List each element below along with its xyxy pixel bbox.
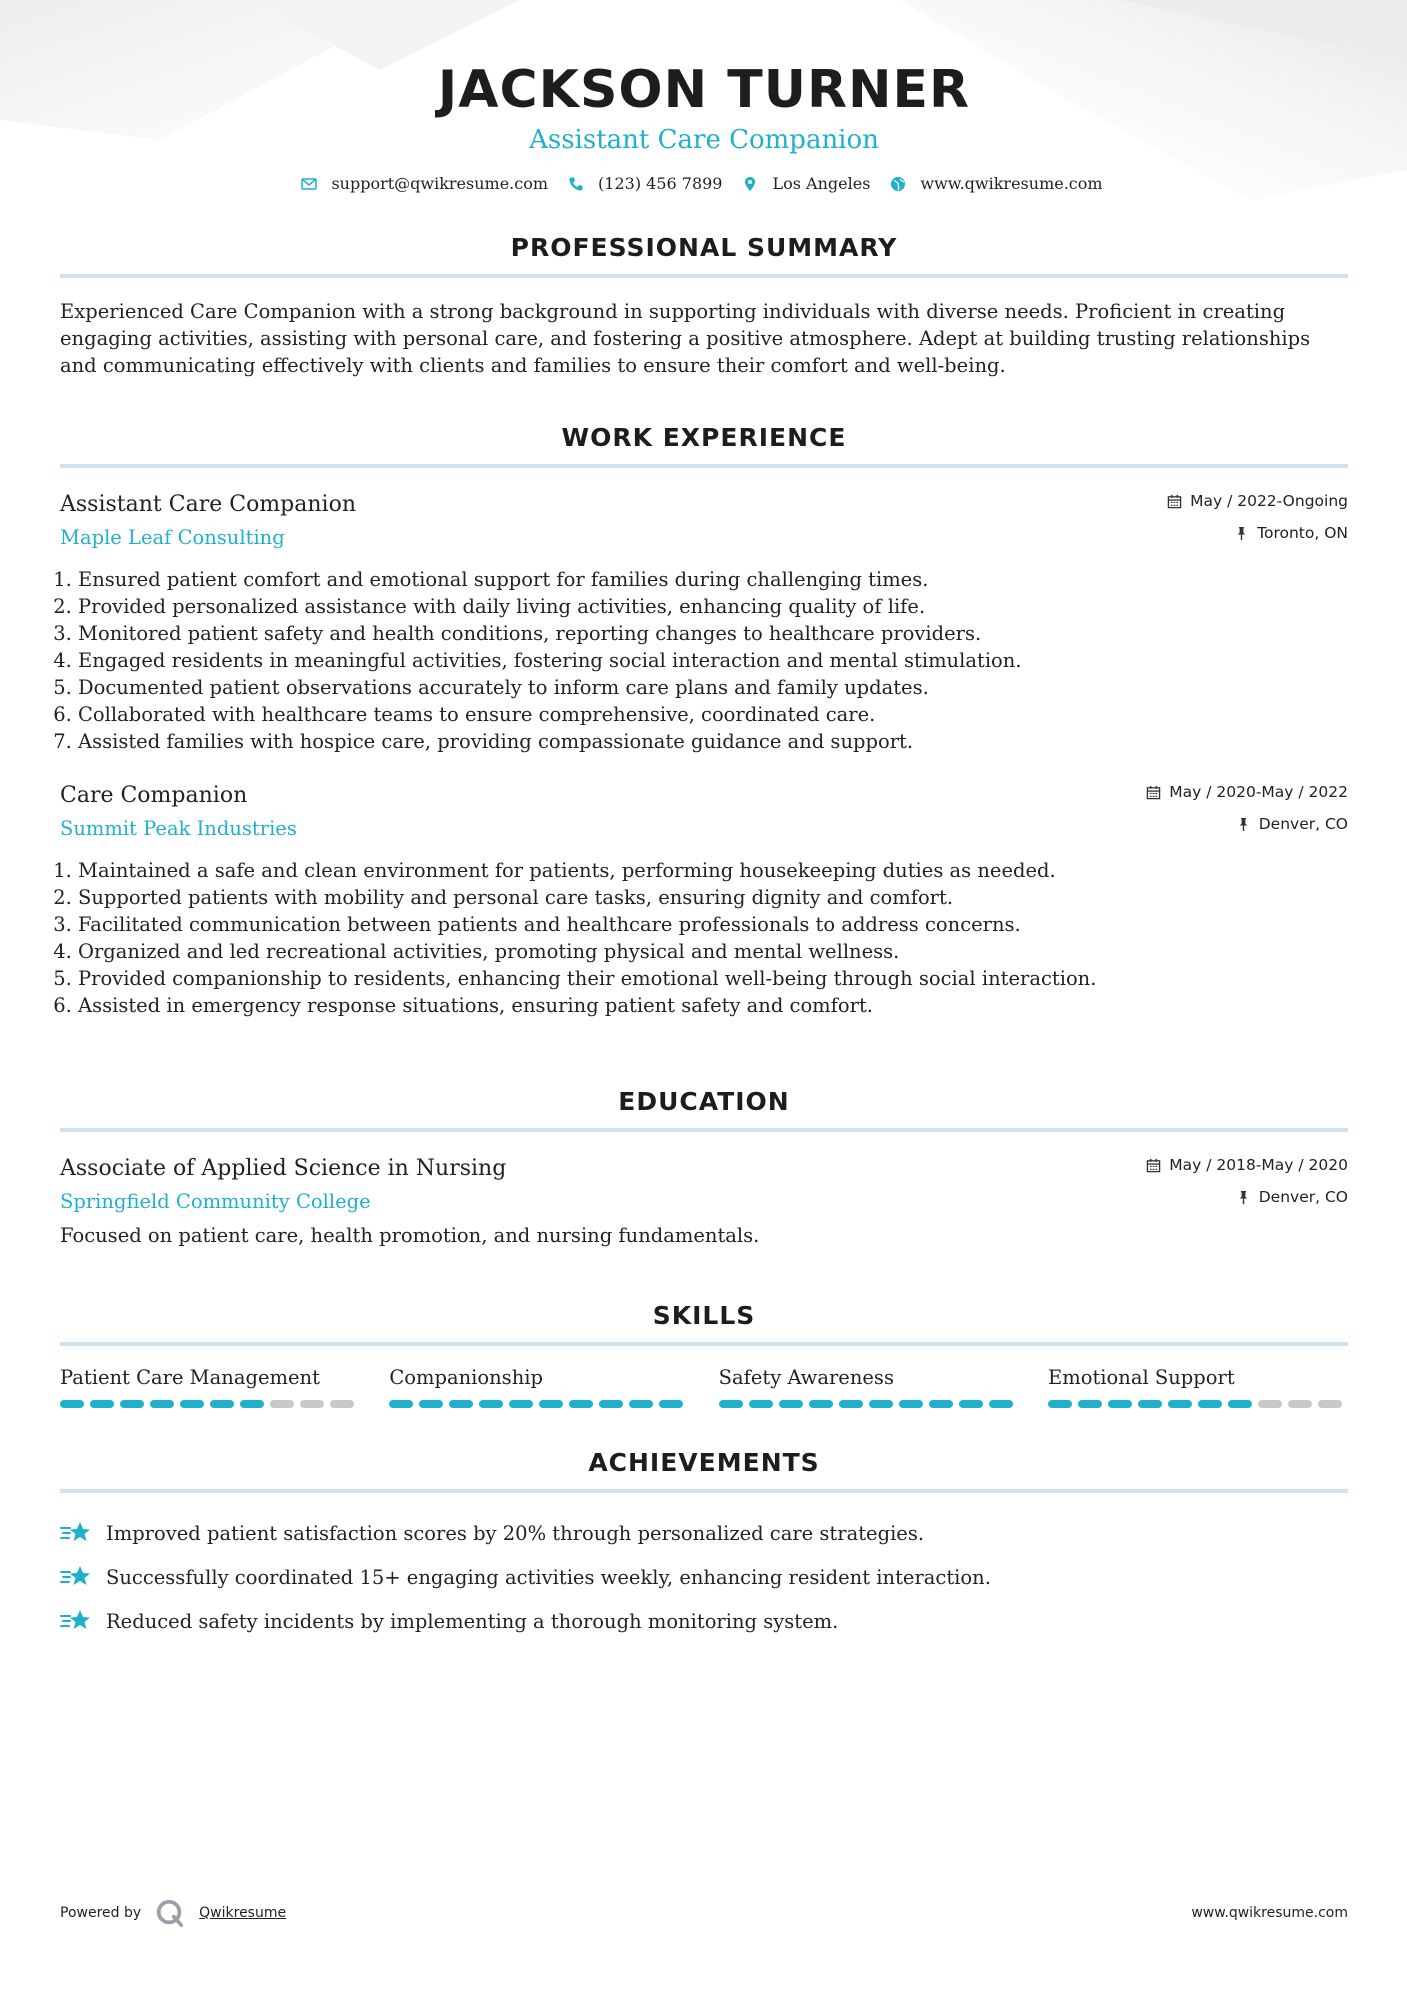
job-entry [60, 490, 1348, 755]
achievement-text: Improved patient satisfaction scores by 20% through personalized care strategies. [106, 1521, 925, 1545]
job-bullet: 2. Supported patients with mobility and personal care tasks, ensuring dignity and comfort. [78, 884, 1348, 911]
star-icon [60, 1519, 92, 1547]
skill-segment-empty [300, 1400, 324, 1408]
achievement-item [60, 1555, 1348, 1599]
contact-location [742, 174, 870, 193]
summary-text: Experienced Care Companion with a strong background in supporting individuals with diverse needs. Proficient in creating engaging activities, assisting with personal care, and fostering a positive atmosphere. Adept at building trusting relationships and communicating effectively with clients and families to ensure their comfort and well-being. [60, 300, 1311, 377]
envelope-icon [301, 176, 317, 192]
pushpin-icon [1236, 817, 1251, 832]
achievements-section [60, 1448, 1348, 1643]
skill-item [1048, 1364, 1348, 1408]
job-bullet: 3. Facilitated communication between patients and healthcare professionals to address concerns. [78, 911, 1348, 938]
skill-segment-empty [1288, 1400, 1312, 1408]
skill-segment-filled [419, 1400, 443, 1408]
footer [60, 1898, 1348, 1928]
skill-segment-filled [1048, 1400, 1072, 1408]
skill-segment-filled [509, 1400, 533, 1408]
achievement-text: Successfully coordinated 15+ engaging activities weekly, enhancing resident interaction. [106, 1565, 991, 1589]
contact-email[interactable] [301, 174, 548, 193]
skill-level-bar [1048, 1400, 1348, 1408]
skill-segment-filled [779, 1400, 803, 1408]
skill-segment-filled [210, 1400, 234, 1408]
pushpin-icon [1234, 526, 1249, 541]
skill-segment-filled [90, 1400, 114, 1408]
skill-level-bar [389, 1400, 689, 1408]
powered-by [60, 1898, 286, 1928]
calendar-icon [1146, 1158, 1161, 1173]
job-bullet: 4. Engaged residents in meaningful activities, fostering social interaction and mental stimulation. [78, 647, 1348, 674]
skill-item [719, 1364, 1019, 1408]
job-bullet: 2. Provided personalized assistance with daily living activities, enhancing quality of life. [78, 593, 1348, 620]
contact-location-text: Los Angeles [772, 174, 871, 193]
job-meta [1167, 490, 1348, 544]
skill-segment-filled [569, 1400, 593, 1408]
skill-segment-empty [1318, 1400, 1342, 1408]
job-company: Summit Peak Industries [60, 817, 297, 840]
resume-page [60, 0, 1348, 1643]
achievements-list [60, 1511, 1348, 1643]
education-degree: Associate of Applied Science in Nursing [60, 1156, 507, 1181]
education-heading: EDUCATION [60, 1087, 1348, 1132]
achievement-item [60, 1599, 1348, 1643]
skills-section [60, 1301, 1348, 1408]
job-bullets [60, 566, 1348, 755]
skill-segment-filled [719, 1400, 743, 1408]
skills-list [60, 1364, 1348, 1408]
contact-website-text: www.qwikresume.com [920, 174, 1103, 193]
job-location: Toronto, ON [1257, 524, 1348, 542]
candidate-role: Assistant Care Companion [529, 125, 879, 155]
skill-segment-filled [449, 1400, 473, 1408]
job-date: May / 2020-May / 2022 [1169, 783, 1348, 801]
skill-segment-filled [1108, 1400, 1132, 1408]
qwikresume-link[interactable]: Qwikresume [199, 1905, 287, 1921]
skill-segment-filled [629, 1400, 653, 1408]
skill-name: Companionship [389, 1366, 543, 1389]
skill-name: Emotional Support [1047, 1366, 1235, 1389]
job-title: Assistant Care Companion [60, 492, 356, 517]
skill-segment-filled [839, 1400, 863, 1408]
skill-segment-filled [1198, 1400, 1222, 1408]
skill-segment-filled [389, 1400, 413, 1408]
job-location: Denver, CO [1258, 815, 1348, 833]
achievements-heading: ACHIEVEMENTS [60, 1448, 1348, 1493]
job-bullet: 5. Documented patient observations accurately to inform care plans and family updates. [78, 674, 1348, 701]
skill-segment-filled [989, 1400, 1013, 1408]
contact-phone-text: (123) 456 7899 [598, 174, 723, 193]
skill-segment-filled [1228, 1400, 1252, 1408]
skill-name: Patient Care Management [60, 1366, 320, 1389]
skill-segment-filled [240, 1400, 264, 1408]
experience-heading: WORK EXPERIENCE [60, 423, 1348, 468]
experience-section [60, 423, 1348, 1019]
education-entry [60, 1154, 1348, 1249]
achievement-item [60, 1511, 1348, 1555]
qwikresume-logo-icon [155, 1898, 185, 1928]
skill-segment-filled [899, 1400, 923, 1408]
job-title: Care Companion [60, 783, 248, 808]
contact-phone[interactable] [568, 174, 722, 193]
skill-segment-filled [479, 1400, 503, 1408]
skill-segment-filled [749, 1400, 773, 1408]
candidate-name: JACKSON TURNER [437, 60, 971, 120]
job-bullets [60, 857, 1348, 1019]
education-location: Denver, CO [1258, 1188, 1348, 1206]
calendar-icon [1146, 785, 1161, 800]
job-entry [60, 781, 1348, 1019]
job-bullet: 4. Organized and led recreational activities, promoting physical and mental wellness. [78, 938, 1348, 965]
star-icon [60, 1563, 92, 1591]
skill-segment-filled [180, 1400, 204, 1408]
skill-segment-filled [929, 1400, 953, 1408]
skill-segment-filled [809, 1400, 833, 1408]
skill-segment-filled [1138, 1400, 1162, 1408]
achievement-text: Reduced safety incidents by implementing a thorough monitoring system. [106, 1609, 839, 1633]
footer-url[interactable]: www.qwikresume.com [1191, 1905, 1348, 1921]
job-meta [1146, 781, 1348, 835]
job-bullet: 6. Collaborated with healthcare teams to ensure comprehensive, coordinated care. [78, 701, 1348, 728]
skill-segment-empty [270, 1400, 294, 1408]
skill-segment-filled [659, 1400, 683, 1408]
education-section [60, 1087, 1348, 1249]
job-date: May / 2022-Ongoing [1190, 492, 1348, 510]
education-meta [1146, 1154, 1348, 1208]
skill-segment-empty [330, 1400, 354, 1408]
star-icon [60, 1607, 92, 1635]
contact-email-text: support@qwikresume.com [331, 174, 549, 193]
skill-segment-filled [599, 1400, 623, 1408]
skills-heading: SKILLS [60, 1301, 1348, 1346]
education-date: May / 2018-May / 2020 [1169, 1156, 1348, 1174]
skill-segment-filled [959, 1400, 983, 1408]
job-bullet: 1. Maintained a safe and clean environment for patients, performing housekeeping duties as needed. [78, 857, 1348, 884]
skill-segment-filled [1078, 1400, 1102, 1408]
skill-level-bar [60, 1400, 360, 1408]
job-bullet: 3. Monitored patient safety and health conditions, reporting changes to healthcare providers. [78, 620, 1348, 647]
skill-segment-filled [539, 1400, 563, 1408]
skill-level-bar [719, 1400, 1019, 1408]
skill-segment-filled [869, 1400, 893, 1408]
summary-section [60, 233, 1348, 379]
contact-website[interactable] [890, 174, 1102, 193]
pushpin-icon [1236, 1190, 1251, 1205]
job-company: Maple Leaf Consulting [60, 526, 285, 549]
skill-segment-filled [1168, 1400, 1192, 1408]
map-pin-icon [742, 176, 758, 192]
skill-segment-filled [150, 1400, 174, 1408]
skill-segment-filled [120, 1400, 144, 1408]
phone-icon [568, 176, 584, 192]
job-bullet: 7. Assisted families with hospice care, providing compassionate guidance and support. [78, 728, 1348, 755]
skill-name: Safety Awareness [718, 1366, 894, 1389]
skill-item [389, 1364, 689, 1408]
education-school: Springfield Community College [60, 1190, 371, 1213]
powered-by-label: Powered by [60, 1905, 142, 1921]
summary-heading: PROFESSIONAL SUMMARY [60, 233, 1348, 278]
job-bullet: 1. Ensured patient comfort and emotional support for families during challenging times. [78, 566, 1348, 593]
education-description: Focused on patient care, health promotion, and nursing fundamentals. [60, 1224, 760, 1247]
skill-segment-filled [60, 1400, 84, 1408]
skill-segment-empty [1258, 1400, 1282, 1408]
job-bullet: 6. Assisted in emergency response situations, ensuring patient safety and comfort. [78, 992, 1348, 1019]
contact-bar [60, 174, 1348, 193]
globe-icon [890, 176, 906, 192]
job-bullet: 5. Provided companionship to residents, enhancing their emotional well-being through social interaction. [78, 965, 1348, 992]
skill-item [60, 1364, 360, 1408]
calendar-icon [1167, 494, 1182, 509]
